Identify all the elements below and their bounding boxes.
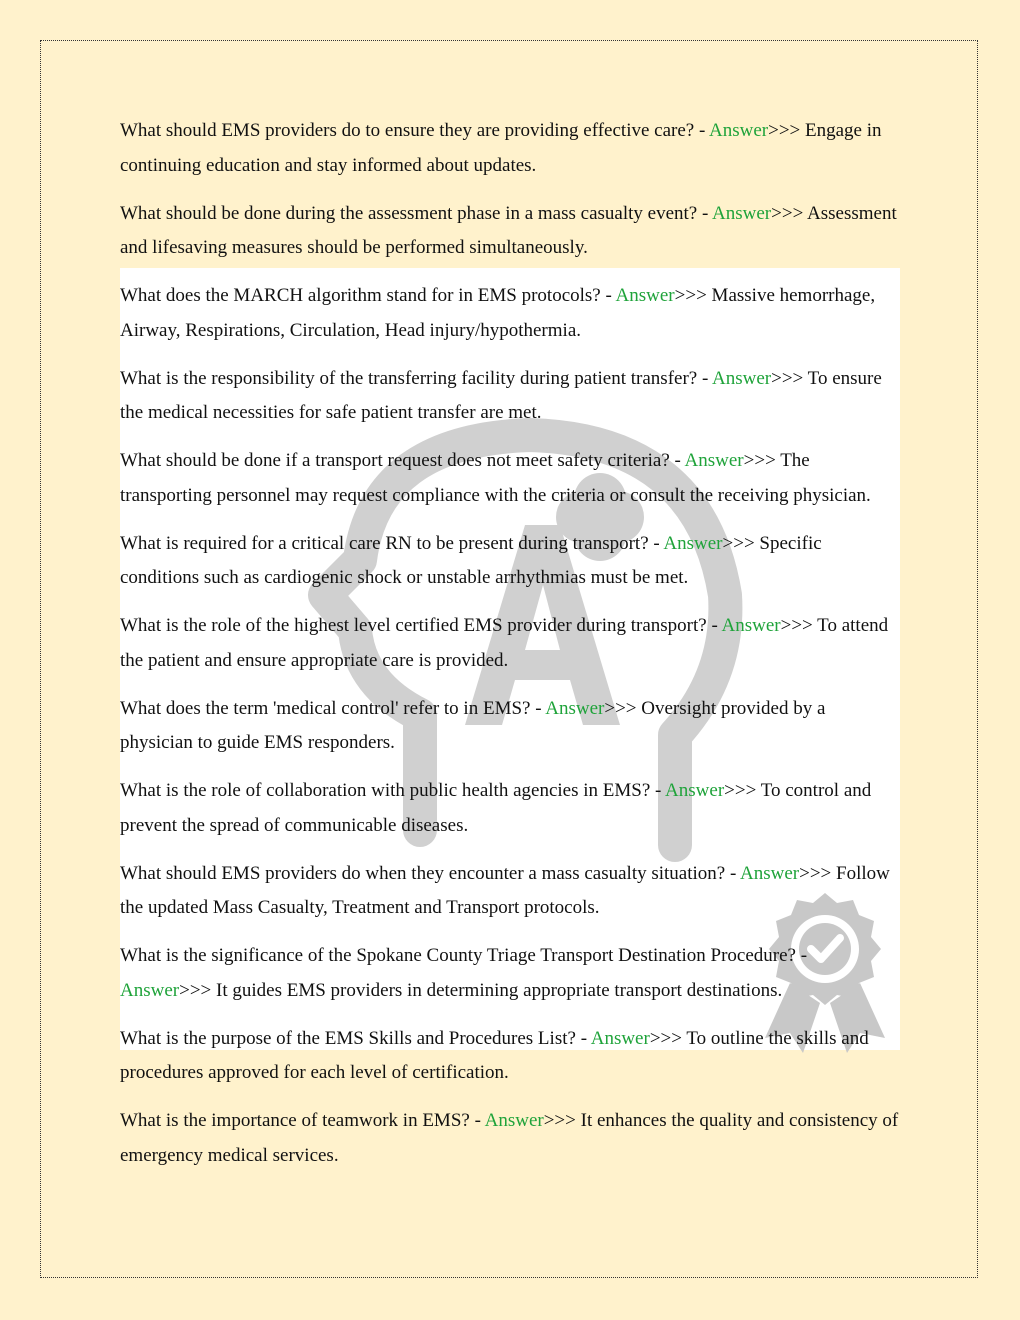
answer-marker: >>> (604, 697, 637, 719)
answer-marker: >>> (674, 285, 707, 306)
answer-marker: >>> (722, 532, 755, 554)
qa-list (120, 114, 900, 1187)
answer-marker: >>> (724, 780, 757, 801)
answer-text: To control and prevent the spread of communicable diseases. (120, 780, 872, 836)
answer-marker: >>> (799, 862, 832, 884)
answer-label: Answer (712, 367, 772, 389)
separator: - (600, 285, 616, 306)
answer-text: To attend the patient and ensure appropriate care is provided. (120, 615, 889, 671)
question-text: What should be done during the assessment phase in a mass casualty event? (120, 202, 698, 224)
answer-label: Answer (484, 1110, 544, 1131)
separator: - (575, 1027, 591, 1049)
separator: - (650, 780, 666, 801)
question-text: What does the MARCH algorithm stand for in EMS protocols? (120, 285, 601, 306)
answer-label: Answer (545, 697, 605, 719)
separator: - (469, 1110, 485, 1131)
separator: - (795, 945, 808, 966)
answer-label: Answer (740, 862, 800, 884)
question-text: What is the purpose of the EMS Skills and Procedures List? (120, 1027, 576, 1049)
qa-item (120, 774, 900, 843)
qa-item (120, 1022, 900, 1091)
answer-marker: >>> (768, 120, 801, 141)
answer-label: Answer (709, 120, 769, 141)
answer-text: It enhances the quality and consistency of emergency medical services. (120, 1110, 899, 1166)
answer-marker: >>> (743, 450, 776, 471)
qa-item (120, 857, 900, 926)
answer-marker: >>> (179, 979, 212, 1001)
question-text: What should EMS providers do to ensure they are providing effective care? (120, 120, 695, 141)
qa-item (120, 279, 900, 348)
separator: - (697, 202, 713, 224)
answer-text: Assessment and lifesaving measures should be performed simultaneously. (120, 202, 897, 258)
answer-marker: >>> (543, 1110, 576, 1131)
answer-label: Answer (590, 1027, 650, 1049)
separator: - (694, 120, 709, 141)
answer-marker: >>> (649, 1027, 682, 1049)
separator: - (669, 450, 685, 471)
qa-item (120, 362, 900, 431)
qa-item (120, 527, 900, 596)
answer-label: Answer (712, 202, 772, 224)
qa-item (120, 609, 900, 678)
question-text: What should be done if a transport request does not meet safety criteria? (120, 450, 670, 471)
qa-item (120, 444, 900, 513)
answer-marker: >>> (771, 202, 804, 224)
question-text: What is the responsibility of the transferring facility during patient transfer? (120, 367, 698, 389)
answer-label: Answer (663, 532, 723, 554)
answer-text: Oversight provided by a physician to guide EMS responders. (120, 697, 826, 753)
separator: - (725, 862, 741, 884)
answer-label: Answer (721, 615, 781, 636)
question-text: What should EMS providers do when they encounter a mass casualty situation? (120, 862, 726, 884)
question-text: What is the role of collaboration with public health agencies in EMS? (120, 780, 651, 801)
answer-label: Answer (120, 979, 180, 1001)
question-text: What is the significance of the Spokane County Triage Transport Destination Procedure? (120, 945, 796, 966)
question-text: What is the role of the highest level certified EMS provider during transport? (120, 615, 707, 636)
answer-text: Massive hemorrhage, Airway, Respirations, Circulation, Head injury/hypothermia. (120, 285, 876, 341)
qa-item (120, 939, 900, 1008)
answer-text: Specific conditions such as cardiogenic shock or unstable arrhythmias must be met. (120, 532, 822, 588)
qa-item (120, 114, 900, 183)
separator: - (530, 697, 546, 719)
answer-text: It guides EMS providers in determining appropriate transport destinations. (211, 979, 783, 1001)
qa-item (120, 197, 900, 266)
separator: - (648, 532, 664, 554)
answer-marker: >>> (780, 615, 813, 636)
qa-item (120, 692, 900, 761)
question-text: What is required for a critical care RN to be present during transport? (120, 532, 649, 554)
answer-label: Answer (684, 450, 744, 471)
separator: - (706, 615, 722, 636)
question-text: What does the term 'medical control' refer to in EMS? (120, 697, 531, 719)
answer-label: Answer (665, 780, 725, 801)
answer-marker: >>> (771, 367, 804, 389)
question-text: What is the importance of teamwork in EMS? (120, 1110, 470, 1131)
answer-text: To ensure the medical necessities for safe patient transfer are met. (120, 367, 882, 423)
separator: - (697, 367, 712, 389)
answer-text: Follow the updated Mass Casualty, Treatment and Transport protocols. (120, 862, 890, 918)
answer-text: To outline the skills and procedures approved for each level of certification. (120, 1027, 869, 1083)
answer-text: The transporting personnel may request compliance with the criteria or consult the receiving physician. (120, 450, 871, 506)
qa-item (120, 1104, 900, 1173)
answer-text: Engage in continuing education and stay informed about updates. (120, 120, 882, 176)
answer-label: Answer (615, 285, 675, 306)
